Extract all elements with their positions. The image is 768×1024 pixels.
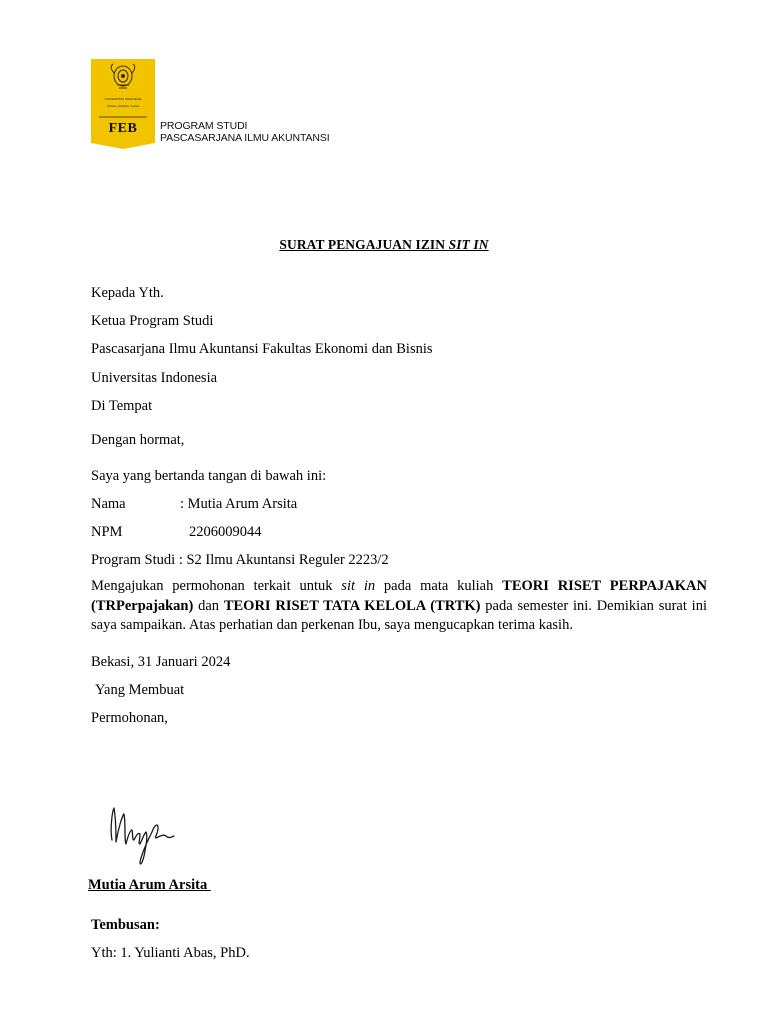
field-program [91, 551, 389, 569]
place-date: Bekasi, 31 Januari 2024 [91, 654, 231, 670]
letter-title [0, 237, 768, 253]
cc-heading: Tembusan: [91, 917, 160, 933]
course-1: TEORI RISET PERPAJAKAN (TRPerpajakan) [91, 578, 707, 614]
signer-role: Permohonan, [91, 710, 168, 726]
recipient-line: Kepada Yth. [91, 285, 164, 301]
program-name: PROGRAM STUDI PASCASARJANA ILMU AKUNTANSI [160, 120, 330, 144]
sit-in-term: sit in [341, 578, 376, 594]
title-main: SURAT PENGAJUAN IZIN [279, 237, 446, 252]
signer-name: Mutia Arum Arsita [88, 877, 211, 893]
recipient-line: Pascasarjana Ilmu Akuntansi Fakultas Ekonomi dan Bisnis [91, 341, 433, 357]
title-italic: SIT IN [448, 237, 489, 252]
field-value: : Mutia Arum Arsita [180, 496, 298, 512]
signature-icon [104, 800, 184, 870]
greeting: Dengan hormat, [91, 432, 185, 448]
field-label: NPM [91, 524, 123, 540]
recipient-line: Di Tempat [91, 398, 153, 414]
field-value: 2206009044 [189, 524, 262, 540]
field-name [91, 495, 297, 513]
field-label: Nama [91, 496, 126, 512]
field-value: : S2 Ilmu Akuntansi Reguler 2223/2 [178, 552, 389, 568]
recipient-line: Universitas Indonesia [91, 370, 218, 386]
intro-text: Saya yang bertanda tangan di bawah ini: [91, 468, 327, 484]
body-paragraph: Mengajukan permohonan terkait untuk sit in pada mata kuliah TEORI RISET PERPAJAKAN (TRPerpajakan) dan TEORI RISET TATA KELOLA (TRTK) pada semester ini. Demikian surat ini saya sampaikan. Atas perhatian dan perkenan Ibu, saya mengucapkan terima kasih. [91, 578, 707, 633]
recipient-line: Ketua Program Studi [91, 313, 214, 329]
course-2: TEORI RISET TATA KELOLA (TRTK) [223, 597, 481, 614]
field-npm [91, 523, 262, 541]
made-by: Yang Membuat [95, 682, 185, 698]
field-label: Program Studi [91, 552, 176, 568]
badge-text: FEB [108, 121, 138, 136]
cc-item: Yth: 1. Yulianti Abas, PhD. [91, 945, 250, 961]
university-name: UNIVERSITAS INDONESIA Veritas, Probitas, Iustitia [104, 97, 142, 108]
faculty-logo [91, 59, 331, 155]
